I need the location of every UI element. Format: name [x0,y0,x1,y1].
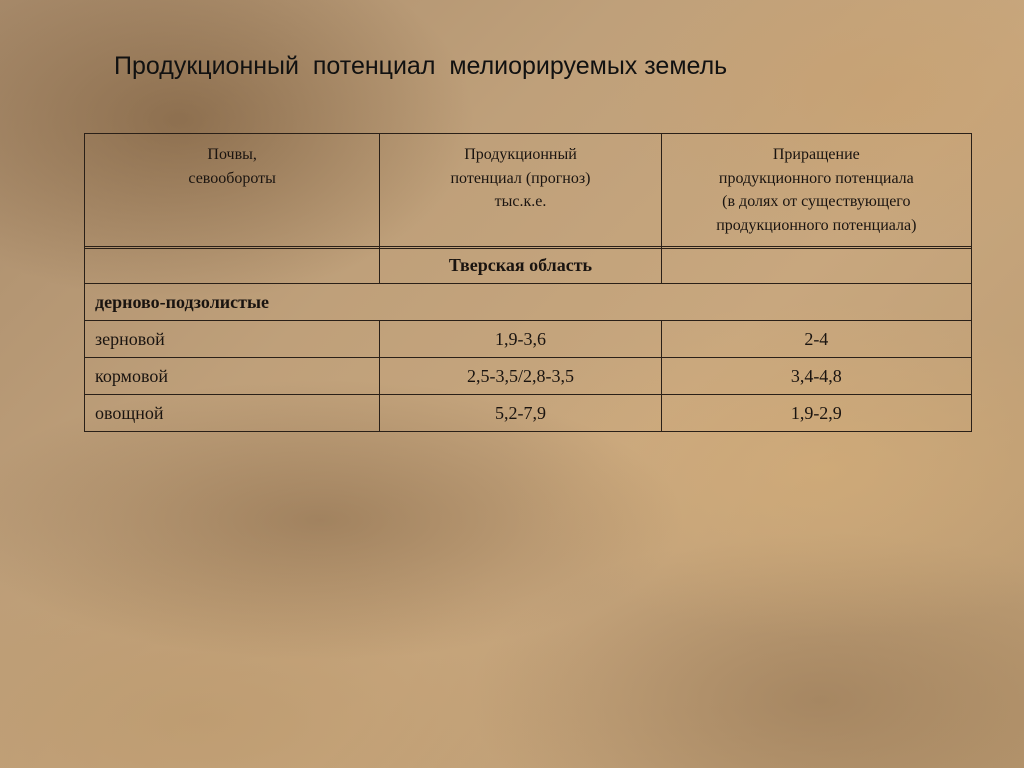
header-potential-line-3: тыс.к.е. [494,193,547,210]
header-row [85,134,972,249]
table-row [85,395,972,432]
table-row [85,321,972,358]
header-soils-line-2: севообороты [188,169,276,187]
header-increment [661,134,971,249]
row-name: кормовой [85,358,380,395]
header-increment-line-1: Приращение [772,146,860,163]
table-row [85,358,972,395]
header-increment-line-3: (в долях от существующего [722,193,911,210]
soil-group-label: дерново-подзолистые [85,284,972,321]
header-soils-line-1: Почвы, [207,146,257,163]
row-potential: 1,9-3,6 [380,321,661,358]
row-increment: 3,4-4,8 [661,358,971,395]
row-name: зерновой [85,321,380,358]
region-empty-cell [661,247,971,284]
header-potential-line-2: потенциал (прогноз) [450,169,591,187]
table-header [84,133,972,249]
row-name: овощной [85,395,380,432]
header-potential-line-1: Продукционный [464,146,577,163]
header-soils [85,134,380,249]
region-label: Тверская область [380,247,661,284]
region-empty-cell [85,247,380,284]
soil-group-row [85,284,972,321]
row-potential: 2,5-3,5/2,8-3,5 [380,358,661,395]
header-increment-line-4: продукционного потенциала) [716,216,917,234]
row-increment: 2-4 [661,321,971,358]
header-increment-line-2: продукционного потенциала [718,169,914,187]
table-body [84,246,972,432]
row-potential: 5,2-7,9 [380,395,661,432]
row-increment: 1,9-2,9 [661,395,971,432]
slide-title: Продукционный потенциал мелиорируемых земель [114,52,728,80]
header-potential [380,134,661,249]
region-row [85,247,972,284]
